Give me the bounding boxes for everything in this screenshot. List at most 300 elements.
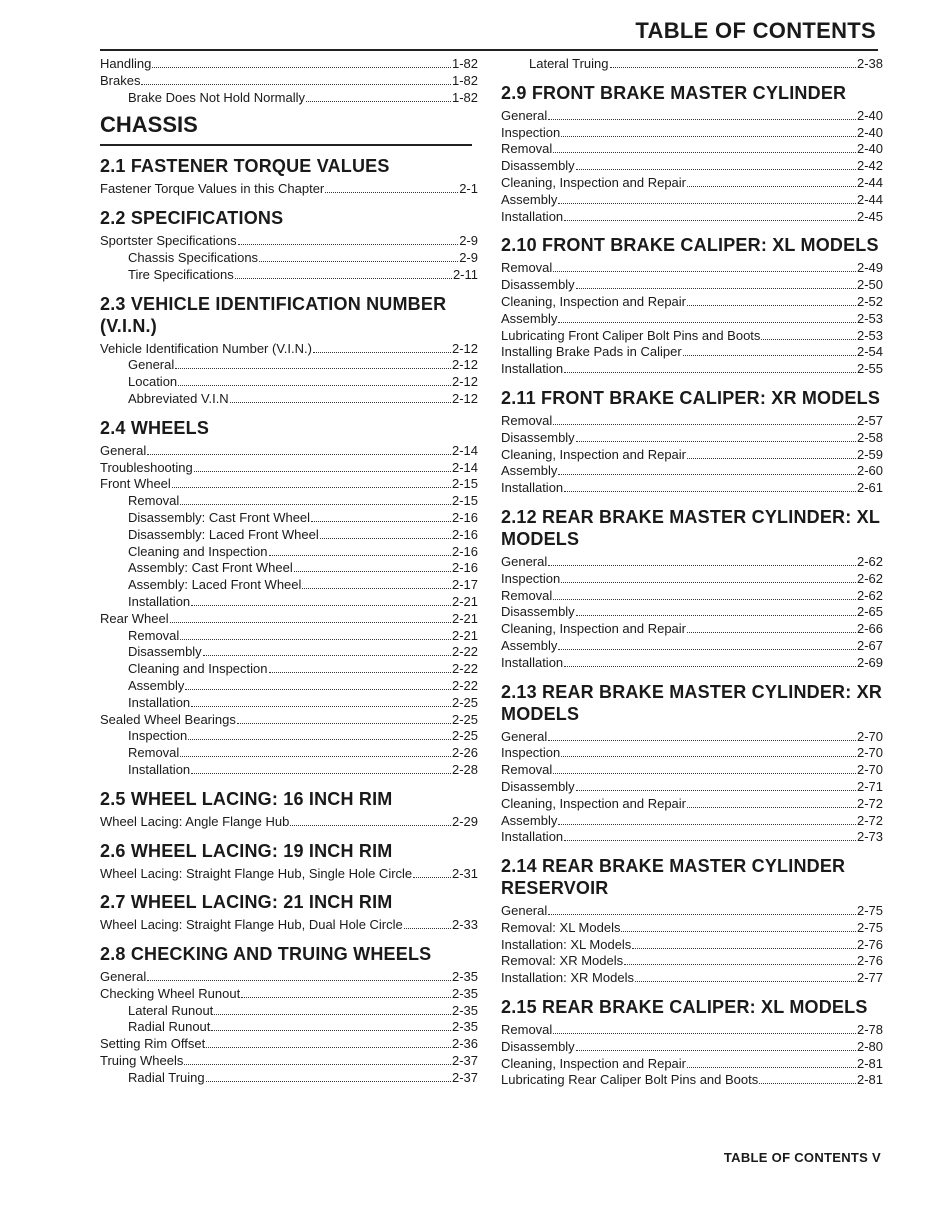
dot-leader bbox=[635, 981, 856, 982]
toc-entry[interactable] bbox=[501, 604, 883, 621]
toc-entry-title: Cleaning, Inspection and Repair bbox=[501, 1055, 687, 1071]
toc-entry[interactable] bbox=[100, 510, 478, 527]
toc-entry[interactable] bbox=[501, 571, 883, 588]
toc-entry-title: Removal bbox=[501, 260, 553, 276]
toc-entry-title: Assembly bbox=[501, 310, 558, 326]
toc-entry[interactable] bbox=[501, 277, 883, 294]
toc-entry-title: Installation: XR Models bbox=[501, 970, 634, 986]
toc-entry-page: 2-69 bbox=[856, 654, 883, 670]
toc-entry[interactable] bbox=[100, 628, 478, 645]
chapter-heading: CHASSIS bbox=[100, 112, 472, 146]
toc-entry-page: 2-1 bbox=[459, 181, 478, 197]
dot-leader bbox=[576, 1050, 856, 1051]
toc-entry-page: 2-31 bbox=[451, 865, 478, 881]
toc-entry-title: Checking Wheel Runout bbox=[100, 985, 241, 1001]
dot-leader bbox=[561, 756, 856, 757]
toc-entry-page: 2-25 bbox=[451, 711, 478, 727]
section-heading: 2.14 REAR BRAKE MASTER CYLINDER RESERVOIR bbox=[501, 856, 846, 899]
toc-entry-page: 2-12 bbox=[451, 357, 478, 373]
toc-entry-title: Disassembly: Laced Front Wheel bbox=[128, 526, 319, 542]
toc-entry[interactable] bbox=[100, 493, 478, 510]
dot-leader bbox=[206, 1047, 451, 1048]
toc-entry-page: 2-62 bbox=[856, 587, 883, 603]
toc-entry-title: Disassembly bbox=[501, 604, 575, 620]
toc-entry[interactable] bbox=[501, 413, 883, 430]
toc-entry-title: General bbox=[501, 728, 548, 744]
section-heading: 2.11 FRONT BRAKE CALIPER: XR MODELS bbox=[501, 387, 881, 408]
toc-entry[interactable] bbox=[100, 73, 478, 90]
toc-entry-title: Lateral Truing bbox=[529, 56, 609, 71]
section-heading: 2.13 REAR BRAKE MASTER CYLINDER: XR MODELS bbox=[501, 681, 883, 724]
section-heading: 2.1 FASTENER TORQUE VALUES bbox=[100, 156, 390, 177]
toc-entry-page: 2-29 bbox=[451, 813, 478, 829]
dot-leader bbox=[553, 152, 856, 153]
dot-leader bbox=[576, 615, 856, 616]
toc-entry-title: Assembly bbox=[128, 677, 185, 693]
dot-leader bbox=[687, 458, 856, 459]
toc-entry[interactable] bbox=[501, 903, 883, 920]
toc-entry[interactable] bbox=[501, 729, 883, 746]
toc-entry[interactable] bbox=[501, 829, 883, 846]
dot-leader bbox=[191, 706, 451, 707]
toc-entry[interactable] bbox=[501, 920, 883, 937]
toc-entry[interactable] bbox=[501, 344, 883, 361]
dot-leader bbox=[561, 136, 856, 137]
toc-entry-title: Cleaning, Inspection and Repair bbox=[501, 795, 687, 811]
dot-leader bbox=[191, 773, 451, 774]
toc-entry[interactable] bbox=[100, 527, 478, 544]
dot-leader bbox=[564, 840, 856, 841]
toc-entry[interactable] bbox=[100, 1053, 478, 1070]
toc-entry[interactable] bbox=[100, 1019, 478, 1036]
toc-entry[interactable] bbox=[100, 250, 478, 267]
dot-leader bbox=[203, 655, 451, 656]
toc-entry-title: Cleaning and Inspection bbox=[128, 661, 268, 677]
toc-entry-page: 2-62 bbox=[856, 570, 883, 586]
toc-entry[interactable] bbox=[501, 779, 883, 796]
dot-leader bbox=[325, 192, 458, 193]
dot-leader bbox=[558, 649, 856, 650]
toc-entry-title: General bbox=[501, 903, 548, 919]
toc-entry[interactable] bbox=[100, 544, 478, 561]
toc-entry[interactable] bbox=[100, 762, 478, 779]
dot-leader bbox=[178, 385, 451, 386]
toc-entry-page: 1-82 bbox=[451, 89, 478, 105]
toc-entry[interactable] bbox=[501, 125, 883, 142]
dot-leader bbox=[759, 1083, 856, 1084]
toc-entry[interactable] bbox=[501, 463, 883, 480]
toc-entry[interactable] bbox=[100, 728, 478, 745]
toc-entry[interactable] bbox=[100, 594, 478, 611]
toc-entry-title: Cleaning and Inspection bbox=[128, 543, 268, 559]
toc-entry-page: 2-72 bbox=[856, 812, 883, 828]
dot-leader bbox=[561, 582, 856, 583]
page-header-title: TABLE OF CONTENTS bbox=[635, 18, 876, 43]
dot-leader bbox=[621, 931, 856, 932]
toc-entry-page: 2-12 bbox=[451, 390, 478, 406]
toc-entry[interactable] bbox=[100, 460, 478, 477]
section-heading: 2.3 VEHICLE IDENTIFICATION NUMBER (V.I.N.) bbox=[100, 293, 447, 336]
toc-entry-page: 2-35 bbox=[451, 1002, 478, 1018]
toc-entry[interactable] bbox=[100, 917, 478, 934]
toc-entry[interactable] bbox=[501, 588, 883, 605]
toc-entry[interactable] bbox=[501, 970, 883, 987]
toc-entry-page: 2-35 bbox=[451, 969, 478, 985]
dot-leader bbox=[564, 666, 856, 667]
dot-leader bbox=[558, 322, 856, 323]
toc-entry-title: Sportster Specifications bbox=[100, 233, 237, 249]
toc-entry-page: 2-22 bbox=[451, 661, 478, 677]
toc-entry-title: Handling bbox=[100, 56, 152, 71]
toc-entry-page: 2-33 bbox=[451, 917, 478, 933]
toc-entry[interactable] bbox=[501, 745, 883, 762]
toc-entry-page: 2-12 bbox=[451, 374, 478, 390]
toc-entry-page: 2-49 bbox=[856, 260, 883, 276]
toc-entry-title: Inspection bbox=[501, 570, 561, 586]
dot-leader bbox=[313, 352, 451, 353]
dot-leader bbox=[413, 877, 451, 878]
toc-entry-page: 2-45 bbox=[856, 208, 883, 224]
toc-entry[interactable] bbox=[501, 430, 883, 447]
dot-leader bbox=[404, 928, 451, 929]
toc-entry-page: 2-54 bbox=[856, 344, 883, 360]
toc-entry-page: 2-16 bbox=[451, 509, 478, 525]
toc-entry[interactable] bbox=[100, 374, 478, 391]
toc-entry-page: 2-66 bbox=[856, 621, 883, 637]
dot-leader bbox=[564, 372, 856, 373]
dot-leader bbox=[320, 538, 451, 539]
toc-entry-page: 2-15 bbox=[451, 493, 478, 509]
toc-entry-page: 2-25 bbox=[451, 694, 478, 710]
toc-entry-title: Cleaning, Inspection and Repair bbox=[501, 446, 687, 462]
toc-entry-title: Lateral Runout bbox=[128, 1002, 214, 1018]
dot-leader bbox=[610, 67, 856, 68]
toc-entry-page: 2-53 bbox=[856, 327, 883, 343]
toc-entry[interactable] bbox=[100, 357, 478, 374]
toc-entry-title: Chassis Specifications bbox=[128, 249, 259, 265]
toc-entry[interactable] bbox=[501, 1056, 883, 1073]
dot-leader bbox=[576, 790, 856, 791]
toc-entry-page: 2-22 bbox=[451, 677, 478, 693]
dot-leader bbox=[269, 555, 451, 556]
toc-entry[interactable] bbox=[100, 695, 478, 712]
toc-entry-title: Cleaning, Inspection and Repair bbox=[501, 293, 687, 309]
toc-entry[interactable] bbox=[501, 762, 883, 779]
toc-entry[interactable] bbox=[100, 476, 478, 493]
toc-entry[interactable] bbox=[501, 175, 883, 192]
toc-entry[interactable] bbox=[100, 986, 478, 1003]
section-heading: 2.2 SPECIFICATIONS bbox=[100, 208, 284, 229]
dot-leader bbox=[553, 599, 856, 600]
toc-entry[interactable] bbox=[100, 1003, 478, 1020]
toc-entry-page: 2-50 bbox=[856, 277, 883, 293]
toc-entry-page: 2-71 bbox=[856, 778, 883, 794]
dot-leader bbox=[269, 672, 451, 673]
toc-entry-title: Sealed Wheel Bearings bbox=[100, 711, 236, 727]
toc-entry-page: 2-37 bbox=[451, 1069, 478, 1085]
toc-entry-page: 2-16 bbox=[451, 526, 478, 542]
toc-entry-title: Assembly bbox=[501, 812, 558, 828]
toc-entry[interactable] bbox=[100, 969, 478, 986]
toc-entry[interactable] bbox=[100, 644, 478, 661]
toc-entry-page: 2-35 bbox=[451, 985, 478, 1001]
toc-entry-title: General bbox=[128, 357, 175, 373]
toc-entry-page: 2-60 bbox=[856, 463, 883, 479]
toc-entry-title: Removal bbox=[128, 627, 180, 643]
dot-leader bbox=[188, 739, 451, 740]
toc-entry-title: Removal: XL Models bbox=[501, 919, 621, 935]
toc-entry-title: Removal bbox=[128, 745, 180, 761]
toc-entry-title: Tire Specifications bbox=[128, 266, 234, 282]
toc-entry-page: 2-78 bbox=[856, 1022, 883, 1038]
section-heading: 2.10 FRONT BRAKE CALIPER: XL MODELS bbox=[501, 235, 879, 256]
dot-leader bbox=[152, 67, 451, 68]
toc-entry-page: 2-59 bbox=[856, 446, 883, 462]
toc-entry-page: 2-36 bbox=[451, 1036, 478, 1052]
dot-leader bbox=[259, 261, 458, 262]
toc-entry-title: Installation bbox=[501, 208, 564, 224]
toc-entry[interactable] bbox=[100, 341, 478, 358]
section-heading: 2.4 WHEELS bbox=[100, 417, 210, 438]
toc-entry-title: Rear Wheel bbox=[100, 610, 169, 626]
dot-leader bbox=[687, 632, 856, 633]
toc-entry[interactable] bbox=[501, 141, 883, 158]
toc-entry[interactable] bbox=[501, 192, 883, 209]
dot-leader bbox=[211, 1030, 451, 1031]
toc-entry-page: 2-14 bbox=[451, 442, 478, 458]
toc-entry-title: Disassembly bbox=[501, 429, 575, 445]
toc-entry-title: Vehicle Identification Number (V.I.N.) bbox=[100, 340, 312, 356]
toc-entry[interactable] bbox=[100, 1036, 478, 1053]
toc-entry-page: 2-67 bbox=[856, 637, 883, 653]
dot-leader bbox=[558, 824, 856, 825]
dot-leader bbox=[180, 504, 451, 505]
toc-entry[interactable] bbox=[501, 294, 883, 311]
dot-leader bbox=[553, 271, 856, 272]
toc-entry[interactable] bbox=[100, 661, 478, 678]
toc-entry[interactable] bbox=[501, 108, 883, 125]
toc-entry-title: Installation: XL Models bbox=[501, 936, 632, 952]
dot-leader bbox=[294, 571, 451, 572]
toc-entry-page: 2-14 bbox=[451, 459, 478, 475]
toc-entry-page: 2-40 bbox=[856, 107, 883, 123]
toc-entry[interactable] bbox=[501, 209, 883, 226]
toc-entry[interactable] bbox=[100, 391, 478, 408]
toc-entry[interactable] bbox=[501, 554, 883, 571]
toc-entry-title: Assembly: Laced Front Wheel bbox=[128, 577, 302, 593]
dot-leader bbox=[206, 1081, 451, 1082]
toc-entry-title: Brake Does Not Hold Normally bbox=[128, 89, 306, 105]
toc-entry-page: 2-70 bbox=[856, 728, 883, 744]
dot-leader bbox=[306, 101, 451, 102]
toc-entry-page: 2-28 bbox=[451, 761, 478, 777]
toc-entry-title: Inspection bbox=[501, 124, 561, 140]
dot-leader bbox=[185, 689, 451, 690]
toc-entry[interactable] bbox=[100, 712, 478, 729]
dot-leader bbox=[184, 1064, 451, 1065]
toc-entry[interactable] bbox=[501, 328, 883, 345]
toc-entry[interactable] bbox=[100, 56, 478, 73]
toc-entry-title: Fastener Torque Values in this Chapter bbox=[100, 181, 325, 197]
toc-entry[interactable] bbox=[501, 1022, 883, 1039]
toc-entry-title: Lubricating Front Caliper Bolt Pins and Boots bbox=[501, 327, 761, 343]
toc-entry-page: 2-62 bbox=[856, 553, 883, 569]
toc-entry-title: Front Wheel bbox=[100, 476, 171, 492]
section-heading: 2.7 WHEEL LACING: 21 INCH RIM bbox=[100, 892, 393, 913]
toc-entry[interactable] bbox=[501, 260, 883, 277]
section-heading: 2.6 WHEEL LACING: 19 INCH RIM bbox=[100, 840, 393, 861]
dot-leader bbox=[180, 639, 451, 640]
dot-leader bbox=[687, 1067, 856, 1068]
dot-leader bbox=[172, 487, 451, 488]
toc-entry[interactable] bbox=[501, 638, 883, 655]
toc-entry[interactable] bbox=[100, 814, 478, 831]
toc-entry-title: General bbox=[100, 969, 147, 985]
toc-entry-title: Truing Wheels bbox=[100, 1053, 184, 1069]
toc-entry-page: 2-25 bbox=[451, 728, 478, 744]
section-heading: 2.5 WHEEL LACING: 16 INCH RIM bbox=[100, 788, 393, 809]
toc-entry[interactable] bbox=[501, 447, 883, 464]
toc-entry-page: 2-61 bbox=[856, 480, 883, 496]
toc-entry-title: Troubleshooting bbox=[100, 459, 193, 475]
toc-entry-page: 2-73 bbox=[856, 829, 883, 845]
toc-entry-title: Brakes bbox=[100, 72, 141, 88]
toc-entry[interactable] bbox=[501, 158, 883, 175]
toc-entry[interactable] bbox=[501, 56, 883, 73]
toc-entry-title: Disassembly bbox=[501, 778, 575, 794]
toc-left-column bbox=[100, 56, 478, 1087]
dot-leader bbox=[175, 368, 451, 369]
toc-entry-title: Radial Runout bbox=[128, 1019, 211, 1035]
toc-entry-page: 2-9 bbox=[459, 249, 478, 265]
toc-entry[interactable] bbox=[501, 655, 883, 672]
toc-entry[interactable] bbox=[501, 621, 883, 638]
dot-leader bbox=[214, 1014, 451, 1015]
toc-entry-page: 2-77 bbox=[856, 970, 883, 986]
toc-entry-page: 2-57 bbox=[856, 412, 883, 428]
toc-entry-page: 2-44 bbox=[856, 174, 883, 190]
toc-entry[interactable] bbox=[100, 745, 478, 762]
toc-entry-title: Installation bbox=[501, 829, 564, 845]
header-rule bbox=[100, 49, 878, 51]
toc-entry-title: Installation bbox=[128, 761, 191, 777]
toc-entry-page: 2-53 bbox=[856, 310, 883, 326]
toc-entry-title: Wheel Lacing: Straight Flange Hub, Single Hole Circle bbox=[100, 865, 413, 881]
toc-entry-title: Removal bbox=[501, 412, 553, 428]
toc-entry[interactable] bbox=[501, 953, 883, 970]
dot-leader bbox=[548, 119, 856, 120]
toc-entry[interactable] bbox=[501, 361, 883, 378]
section-heading: 2.9 FRONT BRAKE MASTER CYLINDER bbox=[501, 82, 847, 103]
toc-entry-page: 2-76 bbox=[856, 953, 883, 969]
toc-entry-title: Disassembly bbox=[501, 277, 575, 293]
toc-entry-page: 2-70 bbox=[856, 762, 883, 778]
toc-entry-page: 2-65 bbox=[856, 604, 883, 620]
toc-entry-page: 2-72 bbox=[856, 795, 883, 811]
dot-leader bbox=[564, 220, 856, 221]
dot-leader bbox=[290, 825, 451, 826]
toc-entry-page: 2-26 bbox=[451, 745, 478, 761]
toc-entry[interactable] bbox=[501, 311, 883, 328]
dot-leader bbox=[558, 203, 856, 204]
toc-entry[interactable] bbox=[100, 267, 478, 284]
toc-entry[interactable] bbox=[100, 678, 478, 695]
toc-entry[interactable] bbox=[100, 90, 478, 107]
dot-leader bbox=[576, 169, 856, 170]
toc-entry-title: Disassembly: Cast Front Wheel bbox=[128, 509, 311, 525]
dot-leader bbox=[632, 948, 856, 949]
toc-entry-title: Removal bbox=[501, 762, 553, 778]
toc-entry-title: Abbreviated V.I.N bbox=[128, 390, 229, 406]
dot-leader bbox=[238, 244, 459, 245]
toc-entry-page: 2-80 bbox=[856, 1038, 883, 1054]
toc-entry[interactable] bbox=[100, 1070, 478, 1087]
toc-entry-title: Inspection bbox=[128, 728, 188, 744]
toc-entry[interactable] bbox=[501, 813, 883, 830]
toc-entry-page: 1-82 bbox=[451, 72, 478, 88]
dot-leader bbox=[241, 997, 451, 998]
toc-entry-title: Assembly bbox=[501, 637, 558, 653]
toc-entry-page: 2-16 bbox=[451, 560, 478, 576]
toc-entry-title: Installation bbox=[128, 694, 191, 710]
dot-leader bbox=[141, 84, 451, 85]
toc-entry[interactable] bbox=[501, 480, 883, 497]
toc-entry[interactable] bbox=[501, 796, 883, 813]
toc-entry[interactable] bbox=[100, 560, 478, 577]
dot-leader bbox=[230, 402, 451, 403]
toc-entry-title: Setting Rim Offset bbox=[100, 1036, 206, 1052]
dot-leader bbox=[170, 622, 451, 623]
dot-leader bbox=[147, 980, 451, 981]
toc-entry[interactable] bbox=[501, 937, 883, 954]
toc-entry[interactable] bbox=[100, 611, 478, 628]
toc-entry[interactable] bbox=[501, 1072, 883, 1089]
toc-entry[interactable] bbox=[100, 443, 478, 460]
page-footer: TABLE OF CONTENTS V bbox=[723, 1150, 881, 1165]
toc-entry[interactable] bbox=[100, 181, 478, 198]
section-heading: 2.8 CHECKING AND TRUING WHEELS bbox=[100, 944, 432, 965]
toc-entry-title: Removal bbox=[128, 493, 180, 509]
toc-entry-page: 2-21 bbox=[451, 593, 478, 609]
dot-leader bbox=[687, 305, 856, 306]
toc-entry-page: 2-22 bbox=[451, 644, 478, 660]
dot-leader bbox=[576, 441, 856, 442]
toc-entry[interactable] bbox=[100, 866, 478, 883]
toc-entry-title: Wheel Lacing: Straight Flange Hub, Dual Hole Circle bbox=[100, 917, 403, 933]
dot-leader bbox=[548, 914, 856, 915]
dot-leader bbox=[237, 723, 451, 724]
dot-leader bbox=[564, 491, 856, 492]
toc-entry-page: 2-38 bbox=[856, 56, 883, 71]
section-heading: 2.15 REAR BRAKE CALIPER: XL MODELS bbox=[501, 997, 868, 1018]
toc-entry-page: 2-21 bbox=[451, 627, 478, 643]
toc-entry-title: Assembly bbox=[501, 191, 558, 207]
toc-entry-page: 2-15 bbox=[451, 476, 478, 492]
toc-entry[interactable] bbox=[501, 1039, 883, 1056]
toc-entry-page: 2-55 bbox=[856, 361, 883, 377]
toc-entry-title: Installation bbox=[501, 654, 564, 670]
toc-entry-page: 2-17 bbox=[451, 577, 478, 593]
toc-entry[interactable] bbox=[100, 577, 478, 594]
dot-leader bbox=[194, 471, 451, 472]
toc-entry-title: General bbox=[501, 553, 548, 569]
toc-entry-title: Removal bbox=[501, 587, 553, 603]
toc-entry-title: Installation bbox=[501, 480, 564, 496]
toc-entry-title: Cleaning, Inspection and Repair bbox=[501, 621, 687, 637]
toc-entry-title: Installation bbox=[128, 593, 191, 609]
dot-leader bbox=[761, 339, 856, 340]
toc-entry[interactable] bbox=[100, 233, 478, 250]
